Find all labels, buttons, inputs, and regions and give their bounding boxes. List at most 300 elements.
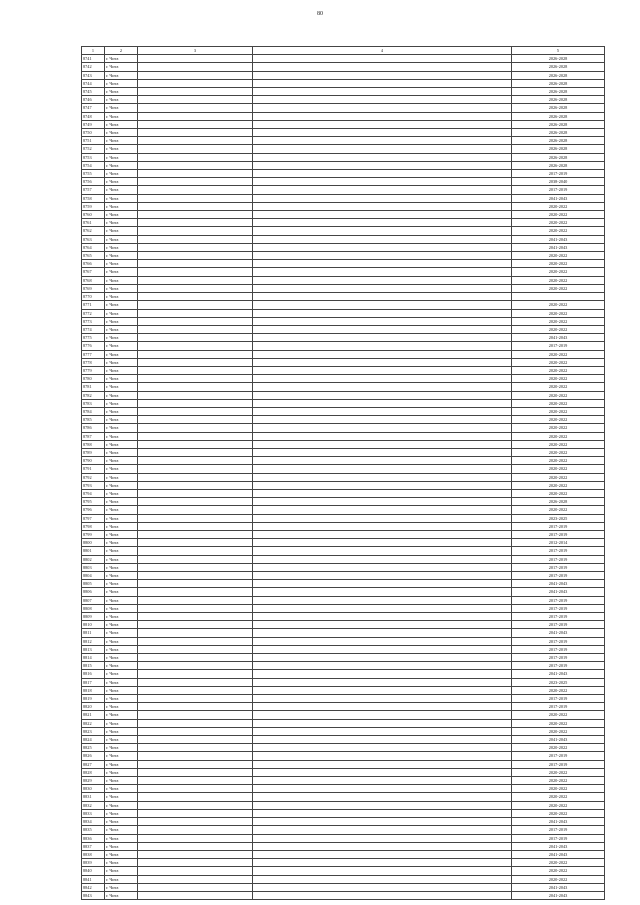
row-number: 8840 [82, 867, 105, 875]
years-cell: 2020-2022 [512, 252, 605, 260]
row-number: 8792 [82, 473, 105, 481]
table-row [82, 826, 605, 834]
address-cell [138, 613, 253, 621]
work-description-cell [253, 580, 512, 588]
address-cell [138, 834, 253, 842]
town-cell: г. Чита [105, 153, 138, 161]
years-cell: 2012-2014 [512, 539, 605, 547]
years-cell: 2020-2022 [512, 686, 605, 694]
years-cell: 2020-2022 [512, 407, 605, 415]
row-number: 8776 [82, 342, 105, 350]
work-description-cell [253, 563, 512, 571]
work-description-cell [253, 391, 512, 399]
years-cell: 2020-2022 [512, 711, 605, 719]
row-number: 8749 [82, 120, 105, 128]
address-cell [138, 161, 253, 169]
years-cell: 2017-2019 [512, 530, 605, 538]
town-cell: г. Чита [105, 79, 138, 87]
address-cell [138, 186, 253, 194]
column-number: 4 [253, 47, 512, 55]
table-row [82, 71, 605, 79]
table-row [82, 604, 605, 612]
town-cell: г. Чита [105, 120, 138, 128]
address-cell [138, 580, 253, 588]
years-cell: 2020-2022 [512, 719, 605, 727]
row-number: 8762 [82, 227, 105, 235]
town-cell: г. Чита [105, 530, 138, 538]
address-cell [138, 539, 253, 547]
table-row [82, 301, 605, 309]
address-cell [138, 104, 253, 112]
work-description-cell [253, 752, 512, 760]
row-number: 8816 [82, 670, 105, 678]
address-cell [138, 498, 253, 506]
years-cell: 2020-2022 [512, 727, 605, 735]
row-number: 8826 [82, 752, 105, 760]
years-cell: 2017-2019 [512, 760, 605, 768]
years-cell: 2020-2022 [512, 383, 605, 391]
address-cell [138, 514, 253, 522]
years-cell: 2017-2019 [512, 613, 605, 621]
address-cell [138, 547, 253, 555]
address-cell [138, 153, 253, 161]
work-description-cell [253, 129, 512, 137]
table-row [82, 96, 605, 104]
town-cell: г. Чита [105, 235, 138, 243]
address-cell [138, 317, 253, 325]
work-description-cell [253, 284, 512, 292]
page-number: 80 [317, 11, 323, 17]
table-row [82, 834, 605, 842]
table-row [82, 170, 605, 178]
row-number: 8759 [82, 202, 105, 210]
years-cell: 2026-2028 [512, 153, 605, 161]
town-cell: г. Чита [105, 662, 138, 670]
table-row [82, 137, 605, 145]
table-row [82, 768, 605, 776]
years-cell: 2020-2022 [512, 867, 605, 875]
address-cell [138, 760, 253, 768]
work-description-cell [253, 629, 512, 637]
address-cell [138, 465, 253, 473]
row-number: 8838 [82, 850, 105, 858]
row-number: 8808 [82, 604, 105, 612]
row-number: 8820 [82, 703, 105, 711]
years-cell: 2020-2022 [512, 202, 605, 210]
address-cell [138, 252, 253, 260]
work-description-cell [253, 695, 512, 703]
row-number: 8824 [82, 736, 105, 744]
table-row [82, 555, 605, 563]
work-description-cell [253, 153, 512, 161]
address-cell [138, 440, 253, 448]
address-cell [138, 645, 253, 653]
years-cell: 2026-2028 [512, 71, 605, 79]
table-row [82, 883, 605, 891]
work-description-cell [253, 850, 512, 858]
work-description-cell [253, 514, 512, 522]
row-number: 8834 [82, 818, 105, 826]
address-cell [138, 473, 253, 481]
table-row [82, 793, 605, 801]
address-cell [138, 793, 253, 801]
row-number: 8744 [82, 79, 105, 87]
town-cell: г. Чита [105, 629, 138, 637]
town-cell: г. Чита [105, 867, 138, 875]
years-cell: 2020-2022 [512, 440, 605, 448]
years-cell: 2026-2028 [512, 129, 605, 137]
town-cell: г. Чита [105, 112, 138, 120]
work-description-cell [253, 252, 512, 260]
row-number: 8799 [82, 530, 105, 538]
town-cell: г. Чита [105, 407, 138, 415]
row-number: 8767 [82, 268, 105, 276]
town-cell: г. Чита [105, 391, 138, 399]
years-cell: 2017-2019 [512, 596, 605, 604]
town-cell: г. Чита [105, 695, 138, 703]
town-cell: г. Чита [105, 489, 138, 497]
work-description-cell [253, 826, 512, 834]
table-row [82, 850, 605, 858]
years-cell: 2041-2043 [512, 243, 605, 251]
years-cell: 2017-2019 [512, 703, 605, 711]
table-row [82, 818, 605, 826]
town-cell: г. Чита [105, 383, 138, 391]
row-number: 8760 [82, 211, 105, 219]
years-cell: 2041-2043 [512, 883, 605, 891]
years-cell: 2041-2043 [512, 736, 605, 744]
table-row [82, 342, 605, 350]
town-cell: г. Чита [105, 850, 138, 858]
address-cell [138, 530, 253, 538]
work-description-cell [253, 243, 512, 251]
address-cell [138, 670, 253, 678]
column-number-row [82, 47, 605, 55]
address-cell [138, 194, 253, 202]
row-number: 8819 [82, 695, 105, 703]
table-row [82, 293, 605, 301]
table-row [82, 711, 605, 719]
town-cell: г. Чита [105, 473, 138, 481]
address-cell [138, 867, 253, 875]
work-description-cell [253, 809, 512, 817]
table-row [82, 325, 605, 333]
row-number: 8775 [82, 334, 105, 342]
town-cell: г. Чита [105, 588, 138, 596]
row-number: 8797 [82, 514, 105, 522]
years-cell: 2026-2028 [512, 63, 605, 71]
work-description-cell [253, 440, 512, 448]
table-row [82, 465, 605, 473]
address-cell [138, 703, 253, 711]
address-cell [138, 79, 253, 87]
column-number: 3 [138, 47, 253, 55]
row-number: 8827 [82, 760, 105, 768]
row-number: 8784 [82, 407, 105, 415]
address-cell [138, 678, 253, 686]
work-description-cell [253, 170, 512, 178]
years-cell: 2017-2019 [512, 654, 605, 662]
row-number: 8753 [82, 153, 105, 161]
address-cell [138, 243, 253, 251]
town-cell: г. Чита [105, 875, 138, 883]
table-row [82, 703, 605, 711]
address-cell [138, 432, 253, 440]
row-number: 8829 [82, 777, 105, 785]
years-cell: 2017-2019 [512, 834, 605, 842]
town-cell: г. Чита [105, 342, 138, 350]
table-row [82, 194, 605, 202]
years-cell: 2038-2040 [512, 178, 605, 186]
address-cell [138, 777, 253, 785]
work-description-cell [253, 293, 512, 301]
work-description-cell [253, 883, 512, 891]
address-cell [138, 506, 253, 514]
town-cell: г. Чита [105, 104, 138, 112]
row-number: 8742 [82, 63, 105, 71]
registry-body [82, 47, 605, 900]
years-cell: 2017-2019 [512, 522, 605, 530]
work-description-cell [253, 588, 512, 596]
table-row [82, 358, 605, 366]
town-cell: г. Чита [105, 432, 138, 440]
years-cell: 2041-2043 [512, 235, 605, 243]
row-number: 8781 [82, 383, 105, 391]
town-cell: г. Чита [105, 325, 138, 333]
table-row [82, 596, 605, 604]
table-row [82, 736, 605, 744]
years-cell: 2020-2022 [512, 473, 605, 481]
years-cell: 2017-2019 [512, 621, 605, 629]
years-cell: 2026-2028 [512, 137, 605, 145]
town-cell: г. Чита [105, 293, 138, 301]
town-cell: г. Чита [105, 604, 138, 612]
town-cell: г. Чита [105, 219, 138, 227]
table-row [82, 547, 605, 555]
address-cell [138, 711, 253, 719]
years-cell: 2017-2019 [512, 695, 605, 703]
work-description-cell [253, 522, 512, 530]
table-row [82, 506, 605, 514]
work-description-cell [253, 875, 512, 883]
years-cell: 2017-2019 [512, 186, 605, 194]
work-description-cell [253, 88, 512, 96]
row-number: 8791 [82, 465, 105, 473]
address-cell [138, 276, 253, 284]
work-description-cell [253, 530, 512, 538]
work-description-cell [253, 145, 512, 153]
address-cell [138, 875, 253, 883]
work-description-cell [253, 785, 512, 793]
work-description-cell [253, 358, 512, 366]
work-description-cell [253, 604, 512, 612]
work-description-cell [253, 309, 512, 317]
work-description-cell [253, 432, 512, 440]
town-cell: г. Чита [105, 358, 138, 366]
row-number: 8765 [82, 252, 105, 260]
work-description-cell [253, 268, 512, 276]
years-cell: 2020-2022 [512, 309, 605, 317]
work-description-cell [253, 137, 512, 145]
town-cell: г. Чита [105, 859, 138, 867]
row-number: 8747 [82, 104, 105, 112]
work-description-cell [253, 375, 512, 383]
town-cell: г. Чита [105, 506, 138, 514]
address-cell [138, 768, 253, 776]
address-cell [138, 55, 253, 63]
table-row [82, 654, 605, 662]
years-cell: 2020-2022 [512, 317, 605, 325]
address-cell [138, 555, 253, 563]
work-description-cell [253, 506, 512, 514]
work-description-cell [253, 760, 512, 768]
row-number: 8812 [82, 637, 105, 645]
table-row [82, 350, 605, 358]
address-cell [138, 145, 253, 153]
address-cell [138, 457, 253, 465]
work-description-cell [253, 317, 512, 325]
years-cell: 2041-2043 [512, 629, 605, 637]
town-cell: г. Чита [105, 670, 138, 678]
table-row [82, 867, 605, 875]
town-cell: г. Чита [105, 801, 138, 809]
address-cell [138, 227, 253, 235]
work-description-cell [253, 842, 512, 850]
years-cell: 2020-2022 [512, 375, 605, 383]
row-number: 8772 [82, 309, 105, 317]
table-row [82, 785, 605, 793]
work-description-cell [253, 120, 512, 128]
work-description-cell [253, 801, 512, 809]
address-cell [138, 334, 253, 342]
table-row [82, 572, 605, 580]
town-cell: г. Чита [105, 522, 138, 530]
address-cell [138, 563, 253, 571]
row-number: 8787 [82, 432, 105, 440]
address-cell [138, 366, 253, 374]
work-description-cell [253, 834, 512, 842]
row-number: 8809 [82, 613, 105, 621]
work-description-cell [253, 645, 512, 653]
work-description-cell [253, 547, 512, 555]
row-number: 8800 [82, 539, 105, 547]
years-cell: 2026-2028 [512, 161, 605, 169]
registry-table [81, 46, 605, 900]
row-number: 8835 [82, 826, 105, 834]
years-cell: 2026-2028 [512, 112, 605, 120]
address-cell [138, 71, 253, 79]
row-number: 8821 [82, 711, 105, 719]
years-cell: 2020-2022 [512, 859, 605, 867]
table-row [82, 88, 605, 96]
town-cell: г. Чита [105, 752, 138, 760]
years-cell: 2020-2022 [512, 801, 605, 809]
address-cell [138, 112, 253, 120]
work-description-cell [253, 211, 512, 219]
work-description-cell [253, 407, 512, 415]
town-cell: г. Чита [105, 547, 138, 555]
table-row [82, 530, 605, 538]
row-number: 8752 [82, 145, 105, 153]
table-row [82, 55, 605, 63]
years-cell: 2020-2022 [512, 391, 605, 399]
work-description-cell [253, 104, 512, 112]
row-number: 8839 [82, 859, 105, 867]
town-cell: г. Чита [105, 711, 138, 719]
town-cell: г. Чита [105, 539, 138, 547]
years-cell: 2020-2022 [512, 457, 605, 465]
work-description-cell [253, 416, 512, 424]
table-row [82, 539, 605, 547]
town-cell: г. Чита [105, 334, 138, 342]
town-cell: г. Чита [105, 842, 138, 850]
years-cell: 2020-2022 [512, 465, 605, 473]
table-row [82, 686, 605, 694]
work-description-cell [253, 736, 512, 744]
table-row [82, 235, 605, 243]
years-cell: 2020-2022 [512, 506, 605, 514]
work-description-cell [253, 793, 512, 801]
years-cell: 2041-2043 [512, 891, 605, 899]
row-number: 8748 [82, 112, 105, 120]
town-cell: г. Чита [105, 301, 138, 309]
work-description-cell [253, 768, 512, 776]
row-number: 8789 [82, 448, 105, 456]
work-description-cell [253, 350, 512, 358]
town-cell: г. Чита [105, 563, 138, 571]
table-row [82, 219, 605, 227]
work-description-cell [253, 366, 512, 374]
row-number: 8805 [82, 580, 105, 588]
years-cell: 2020-2022 [512, 350, 605, 358]
row-number: 8756 [82, 178, 105, 186]
row-number: 8754 [82, 161, 105, 169]
town-cell: г. Чита [105, 170, 138, 178]
table-row [82, 104, 605, 112]
row-number: 8777 [82, 350, 105, 358]
town-cell: г. Чита [105, 596, 138, 604]
town-cell: г. Чита [105, 194, 138, 202]
table-row [82, 514, 605, 522]
table-row [82, 629, 605, 637]
address-cell [138, 522, 253, 530]
table-row [82, 407, 605, 415]
years-cell: 2020-2022 [512, 358, 605, 366]
row-number: 8813 [82, 645, 105, 653]
work-description-cell [253, 301, 512, 309]
table-row [82, 120, 605, 128]
address-cell [138, 301, 253, 309]
town-cell: г. Чита [105, 768, 138, 776]
row-number: 8836 [82, 834, 105, 842]
work-description-cell [253, 325, 512, 333]
years-cell: 2041-2043 [512, 334, 605, 342]
town-cell: г. Чита [105, 276, 138, 284]
work-description-cell [253, 670, 512, 678]
work-description-cell [253, 227, 512, 235]
address-cell [138, 818, 253, 826]
years-cell: 2020-2022 [512, 744, 605, 752]
address-cell [138, 719, 253, 727]
town-cell: г. Чита [105, 268, 138, 276]
town-cell: г. Чита [105, 55, 138, 63]
years-cell: 2017-2019 [512, 826, 605, 834]
address-cell [138, 268, 253, 276]
town-cell: г. Чита [105, 498, 138, 506]
row-number: 8794 [82, 489, 105, 497]
table-row [82, 260, 605, 268]
row-number: 8822 [82, 719, 105, 727]
